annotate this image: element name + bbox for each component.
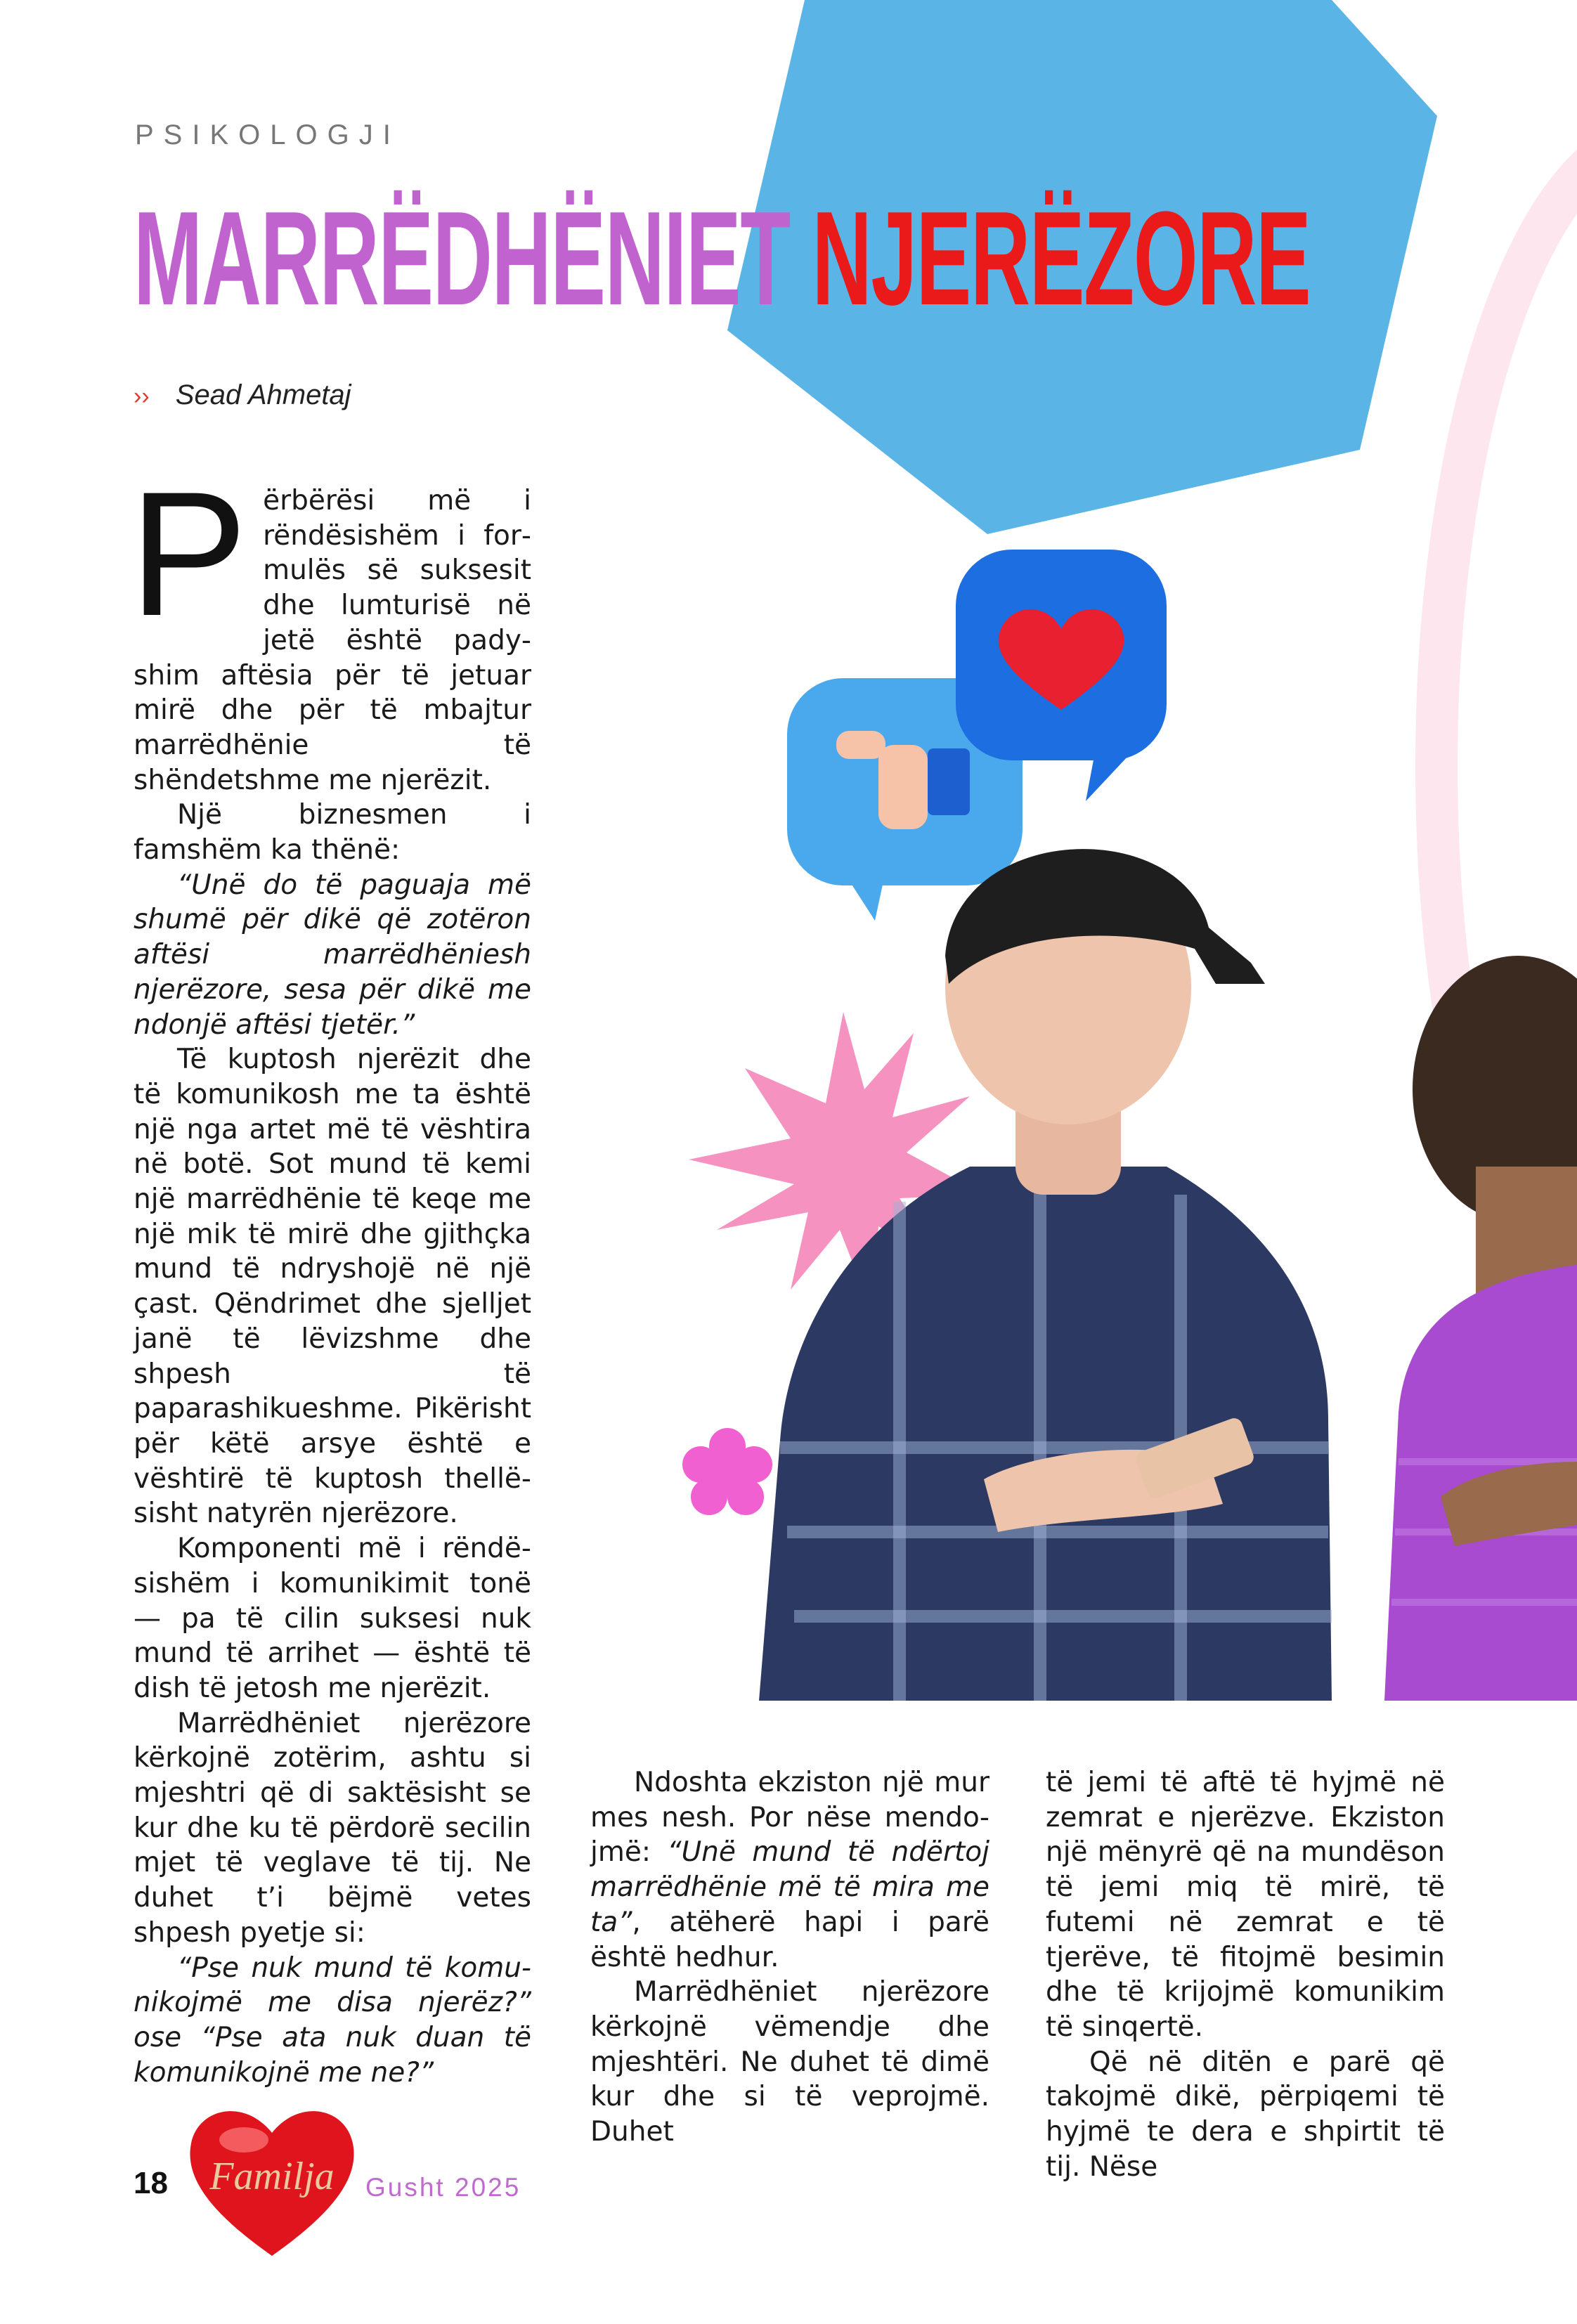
author-name: Sead Ahmetaj [175, 379, 351, 410]
pink-flower [682, 1428, 772, 1515]
author-byline [134, 379, 351, 411]
woman-figure [1384, 956, 1577, 1701]
paragraph-text: Ndoshta ekziston një mur mes nesh. Por nëse mendojmë: [590, 1767, 989, 1869]
paragraph: Një biznesmen i famshëm ka thënë: [134, 799, 531, 866]
inline-quote: “Unë mund të ndërtoj marrëdhënie më të mira me ta” [590, 1836, 989, 1938]
man-figure [759, 849, 1332, 1701]
page-number: 18 [134, 2166, 168, 2200]
paragraph: Marrëdhëniet njerëzore kërkojnë vëmendje dhe mjeshtëri. Ne duhet të dimë kur dhe si të veprojmë. Duhet [590, 1976, 989, 2148]
page-title [134, 184, 1311, 333]
paragraph [590, 1765, 989, 1975]
article-column-2 [590, 1765, 989, 2150]
paragraph: Që në ditën e parë që takojmë dikë, përpiqemi të hyjmë te dera e shpirtit të tij. Nëse [1046, 2046, 1445, 2183]
paragraph: ërbërësi më i rëndësishëm i formulës së suksesit dhe lumturisë në jetë është padyshim aftësia për të jetuar mirë dhe për të mbajtur marrëdhënie të shëndetshme me njerëzit. [134, 485, 531, 796]
familja-heart-logo [184, 2094, 360, 2261]
paragraph: të jemi të aftë të hyjmë në zemrat e njerëzve. Ekziston një mënyrë që na mundëson të jemi miq të mirë, të futemi në zemrat e të tjerëve, të fitojmë besimin dhe të krijojmë komunikim të sinqertë. [1046, 1767, 1445, 2043]
article-column-1 [129, 455, 531, 2090]
article-column-3 [1046, 1765, 1445, 2184]
title-word-1: MARRËDHËNIET [134, 184, 791, 333]
byline-arrow-icon: ›› [134, 383, 150, 410]
svg-text:Familja: Familja [209, 2155, 335, 2198]
issue-date: Gusht 2025 [365, 2173, 521, 2202]
paragraph: Marrëdhëniet njerëzore kërkojnë zotërim, ashtu si mjeshtri që di saktësisht se kur dhe ku të përdorë secilin mjet të veglave të tij. Ne duhet t’i bëjmë vetes shpesh pyetje si: [134, 1707, 531, 1949]
quote-paragraph: “Pse nuk mund të komunikojmë me disa njerëz?” ose “Pse ata nuk duan të komunikojnë me ne?” [134, 1952, 531, 2089]
section-label: PSIKOLOGJI [135, 119, 401, 150]
paragraph: Komponenti më i rëndësishëm i komunikimit tonë — pa të cilin suksesi nuk mund të arrihet — është të dish të jetosh me njerëzit. [134, 1533, 531, 1704]
drop-cap: P [129, 455, 248, 653]
paragraph: Të kuptosh njerëzit dhe të komunikosh me ta është një nga artet më të vështira në botë. Sot mund të kemi një marrëdhënie të keqe me një mik të mirë dhe gjithçka mund të ndryshojë në një çast. Qëndrimet dhe sjelljet janë të lëvizshme dhe shpesh të paparashikueshme. Pikërisht për këtë arsye është e vështirë të kuptosh thellësisht natyrën njerëzore. [134, 1044, 531, 1530]
quote-paragraph: “Unë do të paguaja më shumë për dikë që zotëron aftësi marrëdhëniesh njerëzore, sesa për dikë me ndonjë aftësi tjetër.” [134, 869, 531, 1041]
paragraph-text: , atëherë hapi i parë është hedhur. [590, 1906, 989, 1973]
title-word-2: NJERËZORE [812, 184, 1311, 333]
people-with-phone-illustration [675, 534, 1577, 1701]
